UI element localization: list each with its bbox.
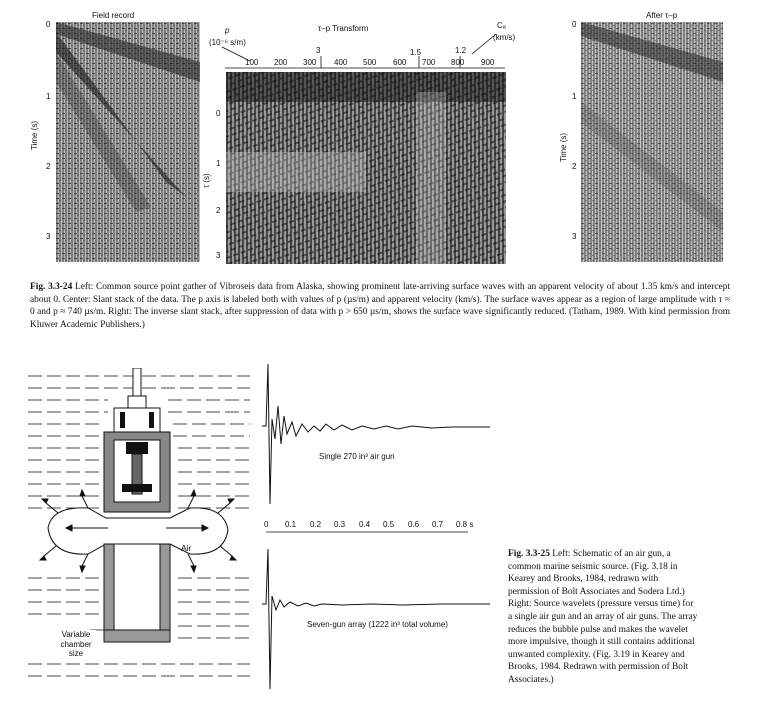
air-label: Air	[181, 543, 192, 553]
p-tick-600: 600	[393, 58, 407, 67]
time-tick-0-5: 0.5	[383, 520, 395, 529]
fig-3-3-24-caption	[30, 281, 730, 331]
field-record-title: Field record	[92, 11, 135, 20]
time-tick-0-7: 0.7	[432, 520, 444, 529]
apparent-velocity-label: Cₐ	[497, 21, 506, 30]
time-tick-0-3: 0.3	[334, 520, 346, 529]
p-tick-900: 900	[481, 58, 495, 67]
field-record-ytick-0: 0	[46, 20, 51, 29]
variable-chamber-size-label	[56, 630, 96, 659]
p-tick-500: 500	[363, 58, 377, 67]
after-taup-seismogram	[581, 22, 723, 262]
single-gun-wavelet	[262, 364, 490, 504]
time-tick-0-4: 0.4	[359, 520, 371, 529]
caption-text: Left: Common source point gather of Vibroseis data from Alaska, showing prominent late-arriving surface waves with an apparent velocity of about 1.35 km/s and intercept about 0. Center: Slant stack of the data. The p axis is labeled both with values of p (µs/m) and apparent velocity (km/s). The surface waves appear as a region of large amplitude with τ ≈ 0 and p ≈ 740 µs/m. Right: The inverse slant stack, after suppression of data with p > 650 µs/m, shows the surface wave significantly reduced. (Tatham, 1989. With kind permission from Kluwer Academic Publishers.)	[30, 282, 730, 330]
time-tick-0-1: 0.1	[285, 520, 297, 529]
after-taup-ytick-0: 0	[572, 20, 577, 29]
after-taup-ytick-3: 3	[572, 232, 577, 241]
field-record-ytick-1: 1	[46, 92, 51, 101]
p-tick-800: 800	[451, 58, 465, 67]
p-tick-400: 400	[334, 58, 348, 67]
caption-number: Fig. 3.3-24	[30, 282, 73, 292]
p-tick-300: 300	[303, 58, 317, 67]
array-wavelet	[262, 549, 490, 689]
taup-title: τ–p Transform	[318, 24, 369, 33]
chamber-label-line-2: chamber	[60, 639, 92, 649]
field-record-ytick-3: 3	[46, 232, 51, 241]
tau-axis-label: τ (s)	[202, 173, 211, 188]
tau-tick-2: 2	[216, 206, 221, 215]
p-tick-200: 200	[274, 58, 288, 67]
c-tick-1-5: 1.5	[410, 48, 422, 57]
time-tick-0-2: 0.2	[310, 520, 322, 529]
tau-tick-0: 0	[216, 109, 221, 118]
after-taup-ylabel: Time (s)	[559, 132, 568, 162]
time-tick-0-8: 0.8 s	[456, 520, 474, 529]
after-taup-ytick-2: 2	[572, 162, 577, 171]
tau-tick-1: 1	[216, 159, 221, 168]
chamber-label-line-3: size	[68, 649, 84, 659]
p-tick-700: 700	[422, 58, 436, 67]
p-axis-label: p	[225, 26, 230, 35]
p-axis-unit: (10⁻⁶ s/m)	[209, 38, 246, 47]
c-tick-3: 3	[316, 46, 321, 55]
chamber-label-line-1: Variable	[61, 630, 91, 639]
array-label: Seven-gun array (1222 in³ total volume)	[307, 620, 448, 629]
time-tick-0-6: 0.6	[408, 520, 420, 529]
p-tick-100: 100	[245, 58, 259, 67]
c-tick-1-2: 1.2	[455, 46, 467, 55]
after-taup-ytick-1: 1	[572, 92, 577, 101]
caption-text-25: Left: Schematic of an air gun, a common marine seismic source. (Fig. 3.18 in Kearey and Brooks, 1984, redrawn with permission of Bolt Associates and Sodera Ltd.) Right: Source wavelets (pressure versus time) for a single air gun and an array of air guns. The array reduces the bubble pulse and makes the wavelet more impulsive, though it still contains additional unwanted complexity. (Fig. 3.19 in Kearey and Brooks, 1984. Redrawn with permission of Bolt Associates.)	[508, 549, 698, 685]
p-axis-line	[225, 52, 505, 72]
apparent-velocity-unit: (km/s)	[493, 33, 516, 42]
field-record-seismogram	[56, 22, 200, 262]
after-taup-title: After τ–p	[646, 11, 678, 20]
single-gun-label: Single 270 in³ air gun	[319, 452, 395, 461]
caption-number-25: Fig. 3.3-25	[508, 549, 550, 559]
tau-tick-3: 3	[216, 251, 221, 260]
time-tick-0: 0	[264, 520, 269, 529]
field-record-ytick-2: 2	[46, 162, 51, 171]
taup-seismogram	[226, 72, 506, 264]
field-record-ylabel: Time (s)	[30, 120, 39, 150]
fig-3-3-25-caption	[508, 548, 698, 687]
